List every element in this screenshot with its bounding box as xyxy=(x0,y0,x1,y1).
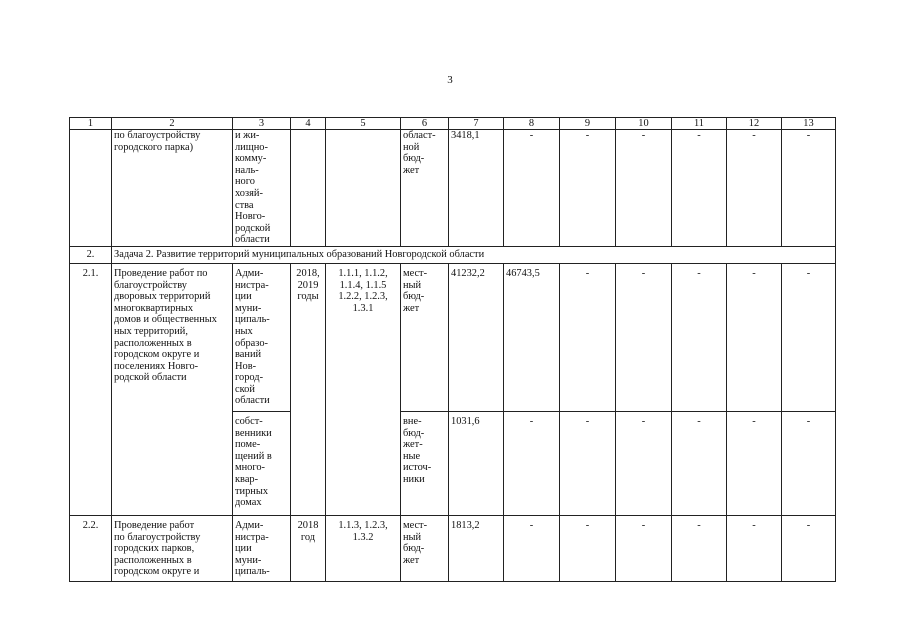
value-cell: - xyxy=(727,130,782,247)
value-cell: - xyxy=(672,515,727,581)
measure-name-cell: по благоустройству городского парка) xyxy=(112,130,233,247)
row-number-cell: 2.2. xyxy=(70,515,112,581)
header-cell: 6 xyxy=(401,118,449,130)
table-row-continuation xyxy=(70,130,836,247)
indicators-cell: 1.1.1, 1.1.2, 1.1.4, 1.1.5 1.2.2, 1.2.3, 1.3.1 xyxy=(326,263,401,515)
header-cell: 1 xyxy=(70,118,112,130)
header-cell: 4 xyxy=(291,118,326,130)
value-cell: - xyxy=(616,411,672,515)
value-cell: - xyxy=(782,411,836,515)
header-cell: 3 xyxy=(233,118,291,130)
years-cell: 2018, 2019 годы xyxy=(291,263,326,515)
value-cell: 3418,1 xyxy=(449,130,504,247)
funding-source-cell: мест- ный бюд- жет xyxy=(401,515,449,581)
table-row-2-1-a xyxy=(70,263,836,411)
value-cell: - xyxy=(672,411,727,515)
value-cell: 41232,2 xyxy=(449,263,504,411)
value-cell: 1813,2 xyxy=(449,515,504,581)
executor-cell: Адми- нистра- ции муни- ципаль- ных образо- ваний Нов- город- ской области xyxy=(233,263,291,411)
row-number-cell: 2.1. xyxy=(70,263,112,515)
value-cell: - xyxy=(504,411,560,515)
indicators-cell xyxy=(326,130,401,247)
value-cell: - xyxy=(727,515,782,581)
task-row xyxy=(70,246,836,263)
header-cell: 5 xyxy=(326,118,401,130)
value-cell: - xyxy=(616,130,672,247)
header-cell: 12 xyxy=(727,118,782,130)
funding-source-cell: мест- ный бюд- жет xyxy=(401,263,449,411)
value-cell: - xyxy=(504,130,560,247)
value-cell: - xyxy=(782,263,836,411)
task-number-cell: 2. xyxy=(70,246,112,263)
value-cell: - xyxy=(672,263,727,411)
years-cell xyxy=(291,130,326,247)
header-row xyxy=(70,118,836,130)
header-cell: 9 xyxy=(560,118,616,130)
value-cell: 1031,6 xyxy=(449,411,504,515)
executor-cell: Адми- нистра- ции муни- ципаль- xyxy=(233,515,291,581)
value-cell: 46743,5 xyxy=(504,263,560,411)
value-cell: - xyxy=(782,130,836,247)
indicators-cell: 1.1.3, 1.2.3, 1.3.2 xyxy=(326,515,401,581)
value-cell: - xyxy=(727,263,782,411)
value-cell: - xyxy=(560,515,616,581)
header-cell: 13 xyxy=(782,118,836,130)
task-title-cell: Задача 2. Развитие территорий муниципальных образований Новгородской области xyxy=(112,246,836,263)
years-cell: 2018 год xyxy=(291,515,326,581)
row-number-cell xyxy=(70,130,112,247)
header-cell: 11 xyxy=(672,118,727,130)
header-cell: 8 xyxy=(504,118,560,130)
measure-name-cell: Проведение работ по благоустройству городских парков, расположенных в городском округе и xyxy=(112,515,233,581)
funding-source-cell: вне- бюд- жет- ные источ- ники xyxy=(401,411,449,515)
header-cell: 2 xyxy=(112,118,233,130)
value-cell: - xyxy=(504,515,560,581)
header-cell: 7 xyxy=(449,118,504,130)
value-cell: - xyxy=(782,515,836,581)
funding-source-cell: област- ной бюд- жет xyxy=(401,130,449,247)
measure-name-cell: Проведение работ по благоустройству дворовых территорий многоквартирных домов и общественных ных территорий, расположенных в городском округе и поселениях Новго- родской области xyxy=(112,263,233,515)
header-cell: 10 xyxy=(616,118,672,130)
value-cell: - xyxy=(616,263,672,411)
measures-table xyxy=(69,117,836,582)
executor-cell: и жи- лищно- комму- наль- ного хозяй- ства Новго- родской области xyxy=(233,130,291,247)
value-cell: - xyxy=(616,515,672,581)
value-cell: - xyxy=(672,130,727,247)
value-cell: - xyxy=(560,263,616,411)
value-cell: - xyxy=(560,130,616,247)
page-number: 3 xyxy=(447,74,453,86)
table-row-2-2 xyxy=(70,515,836,581)
value-cell: - xyxy=(560,411,616,515)
value-cell: - xyxy=(727,411,782,515)
executor-cell: собст- венники поме- щений в много- квар- тирных домах xyxy=(233,411,291,515)
